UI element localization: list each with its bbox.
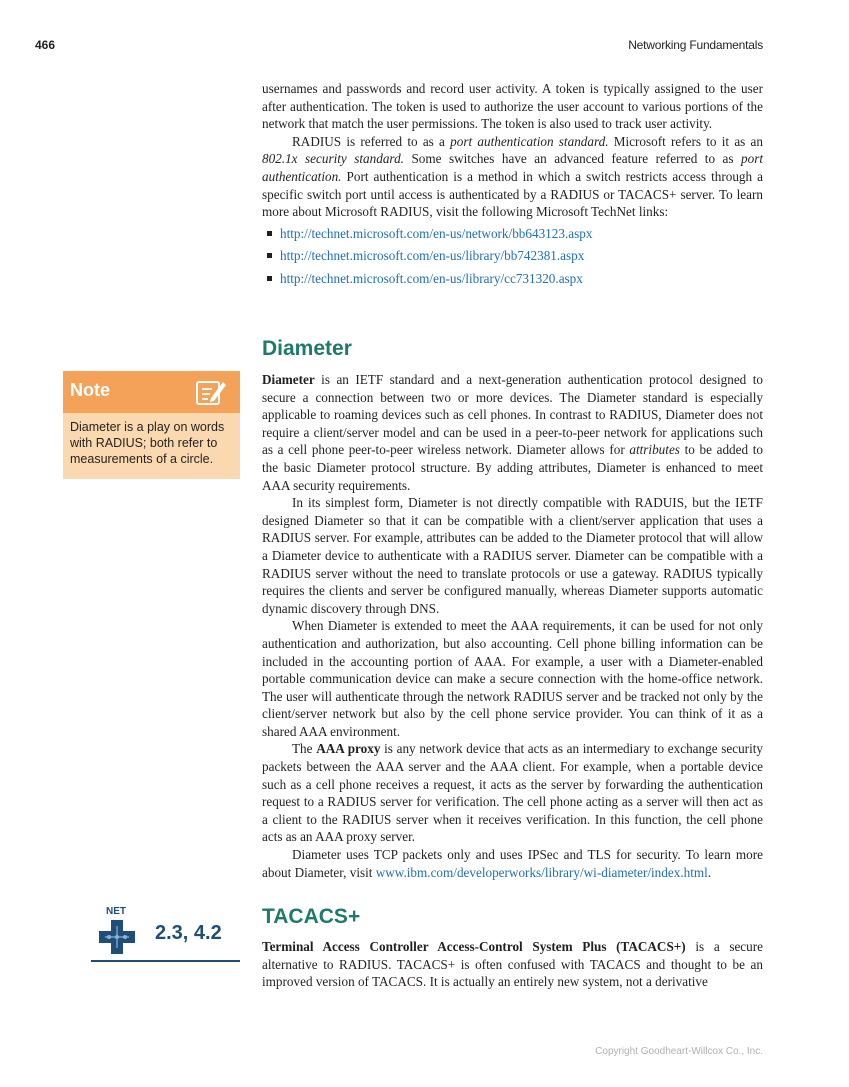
note-header [63,371,240,413]
intro-paragraph: usernames and passwords and record user activity. A token is typically assigned to the user after authentication. The token is used to authorize the user account to various portions of the network that match the user permissions. The token is also used to track user activity. [262,81,763,132]
diameter-paragraph-5: Diameter uses TCP packets only and uses IPSec and TLS for security. To learn more about Diameter, visit www.ibm.com/developerworks/library/wi-diameter/index.html. [262,847,763,880]
list-item [280,247,763,265]
intro-section [262,80,763,293]
net-plus-icon [99,920,135,954]
tacacs-section [262,938,763,991]
note-pencil-icon [194,376,228,408]
net-label: NET [106,906,126,917]
diameter-paragraph-2: In its simplest form, Diameter is not directly compatible with RADUIS, but the IETF designed Diameter so that it can be compatible with a client/server application that uses a RADIUS server. For example, attributes can be added to the Diameter protocol that will allow a Diameter device to authenticate with a RADIUS server. Diameter can be compatible with a RADIUS server without the need to translate protocols or use a gateway. RADIUS typically requires the clients and server be configured manually, whereas Diameter supports automatic dynamic discovery through DNS. [262,495,763,616]
diameter-paragraph-1: Diameter is an IETF standard and a next-generation authentication protocol designed to secure a connection between two or more devices. The Diameter standard is especially applicable to roaming devices such as cell phones. In contrast to RADIUS, Diameter does not require a client/server model and can be used in a peer-to-peer network for applications such as a cell phone peer-to-peer wireless network. Diameter allows for attributes to be added to the basic Diameter protocol structure. By adding attributes, Diameter is enhanced to meet AAA security requirements. [262,372,763,493]
page-number: 466 [35,38,56,52]
tacacs-paragraph-1: Terminal Access Controller Access-Control System Plus (TACACS+) is a secure alternative to RADIUS. TACACS+ is often confused with TACACS and thought to be an improved version of TACACS. It is actually an entirely new system, not a derivative [262,939,764,990]
list-item [280,270,763,288]
diameter-section [262,371,763,881]
diameter-paragraph-4: The AAA proxy is any network device that acts as an intermediary to exchange security packets between the AAA server and the AAA client. For example, when a portable device such as a cell phone receives a request, it acts as the server by forwarding the authentication request to a RADIUS server for verification. The cell phone acting as a server will then act as a client to the RADIUS server when it receives verification. In this function, the cell phone acts as an AAA proxy server. [262,741,763,845]
ibm-diameter-link[interactable]: www.ibm.com/developerworks/library/wi-diameter/index.html [375,864,708,880]
note-box [63,371,240,479]
technet-link-2[interactable]: http://technet.microsoft.com/en-us/library/bb742381.aspx [280,248,585,264]
diameter-paragraph-3: When Diameter is extended to meet the AAA requirements, it can be used for not only authentication and authorization, but also accounting. Cell phone billing information can be included in the accounting portion of AAA. For example, a user with a Diameter-enabled portable communication device can make a secure connection with the home-office network. The user will authenticate through the network RADIUS server and be tracked not only by the client/server network but also by the cell phone service provider. You can think of it as a shared AAA environment. [262,618,763,739]
note-title: Note [70,380,110,400]
net-objectives: 2.3, 4.2 [155,922,222,944]
radius-paragraph: RADIUS is referred to as a port authentication standard. Microsoft refers to it as an 802.1x security standard. Some switches have an advanced feature referred to as port authentication. Port authentication is a method in which a switch restricts access through a specific switch port until access is authenticated by a RADIUS or TACACS+ server. To learn more about Microsoft RADIUS, visit the following Microsoft TechNet links: [262,133,763,220]
technet-link-3[interactable]: http://technet.microsoft.com/en-us/library/cc731320.aspx [280,270,583,286]
copyright-footer: Copyright Goodheart-Willcox Co., Inc. [595,1046,763,1057]
list-item [280,225,763,243]
tacacs-heading: TACACS+ [262,905,361,928]
diameter-heading: Diameter [262,337,352,360]
note-text: Diameter is a play on words with RADIUS; both refer to measurements of a circle. [70,420,225,466]
running-title: Networking Fundamentals [628,38,763,52]
technet-link-1[interactable]: http://technet.microsoft.com/en-us/network/bb643123.aspx [280,225,593,241]
technet-link-list [262,225,763,288]
net-objectives-box [91,906,240,962]
